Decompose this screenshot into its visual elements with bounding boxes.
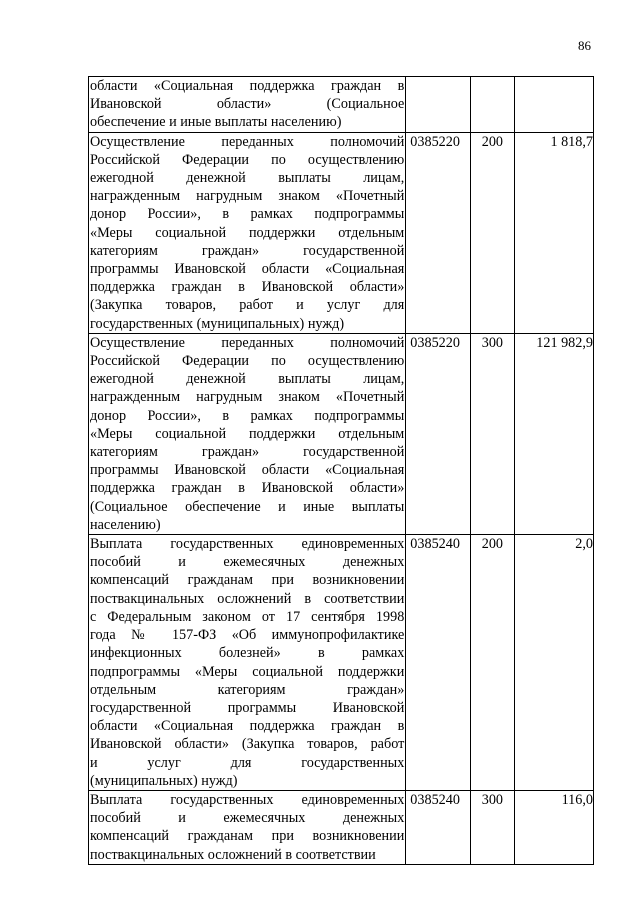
expense-type-code: 200 — [470, 535, 515, 791]
page-number: 86 — [578, 38, 591, 53]
row-description — [89, 790, 406, 864]
description-line: подпрограммы «Меры социальной поддержки — [90, 663, 405, 680]
description-line: компенсаций гражданам при возникновении — [90, 572, 405, 589]
target-article-code: 0385220 — [406, 333, 470, 534]
description-line: (Закупка товаров, работ и услуг для — [90, 297, 405, 314]
description-line: поддержка граждан в Ивановской области» — [90, 279, 405, 296]
description-line: донор России», в рамках подпрограммы — [90, 206, 405, 223]
description-line: Ивановской области» (Закупка товаров, работ — [90, 736, 405, 753]
description-line: пособий и ежемесячных денежных — [90, 810, 405, 827]
description-line: категориям граждан» государственной — [90, 242, 405, 259]
description-line: награжденным нагрудным знаком «Почетный — [90, 188, 405, 205]
expense-type-code: 300 — [470, 333, 515, 534]
description-line: государственной программы Ивановской — [90, 699, 405, 716]
description-line: поствакцинальных осложнений в соответствии — [90, 590, 405, 607]
description-line: года № 157-ФЗ «Об иммунопрофилактике — [90, 627, 405, 644]
description-line: поддержка граждан в Ивановской области» — [90, 480, 405, 497]
table-body — [89, 77, 594, 865]
description-line: ежегодной денежной выплаты лицам, — [90, 371, 405, 388]
row-description — [89, 77, 406, 133]
description-line: обеспечение и иные выплаты населению) — [90, 114, 342, 131]
description-line: Российской Федерации по осуществлению — [90, 151, 405, 168]
description-line: с Федеральным законом от 17 сентября 1998 — [90, 608, 405, 625]
description-line: отдельным категориям граждан» — [90, 681, 405, 698]
description-line: «Меры социальной поддержки отдельным — [90, 224, 405, 241]
description-line: Российской Федерации по осуществлению — [90, 353, 405, 370]
target-article-code — [406, 77, 470, 133]
description-line: (муниципальных) нужд) — [90, 772, 238, 789]
row-description — [89, 132, 406, 333]
description-line: категориям граждан» государственной — [90, 444, 405, 461]
description-line: поствакцинальных осложнений в соответствии — [90, 846, 376, 863]
description-line: донор России», в рамках подпрограммы — [90, 407, 405, 424]
description-line: области «Социальная поддержка граждан в — [90, 78, 405, 94]
row-description — [89, 535, 406, 791]
table-row — [89, 77, 594, 133]
expense-type-code — [470, 77, 515, 133]
description-line: «Меры социальной поддержки отдельным — [90, 425, 405, 442]
amount-cell: 121 982,9 — [515, 333, 594, 534]
row-description — [89, 333, 406, 534]
target-article-code: 0385240 — [406, 535, 470, 791]
table-row — [89, 333, 594, 534]
amount-cell: 2,0 — [515, 535, 594, 791]
expense-type-code: 200 — [470, 132, 515, 333]
table-row — [89, 790, 594, 864]
amount-cell: 1 818,7 — [515, 132, 594, 333]
description-line: области «Социальная поддержка граждан в — [90, 718, 405, 735]
description-line: и услуг для государственных — [90, 754, 405, 771]
target-article-code: 0385220 — [406, 132, 470, 333]
description-line: Выплата государственных единовременных — [90, 791, 405, 808]
table-row — [89, 132, 594, 333]
expense-type-code: 300 — [470, 790, 515, 864]
description-line: пособий и ежемесячных денежных — [90, 554, 405, 571]
description-line: инфекционных болезней» в рамках — [90, 645, 405, 662]
description-line: государственных (муниципальных) нужд) — [90, 315, 345, 332]
description-line: Ивановской области» (Социальное — [90, 96, 405, 113]
budget-table — [88, 76, 594, 865]
amount-cell: 116,0 — [515, 790, 594, 864]
description-line: (Социальное обеспечение и иные выплаты — [90, 498, 405, 515]
description-line: Осуществление переданных полномочий — [90, 133, 405, 150]
description-line: программы Ивановской области «Социальная — [90, 462, 405, 479]
description-line: компенсаций гражданам при возникновении — [90, 828, 405, 845]
description-line: Выплата государственных единовременных — [90, 536, 405, 553]
description-line: ежегодной денежной выплаты лицам, — [90, 170, 405, 187]
description-line: населению) — [90, 516, 161, 533]
target-article-code: 0385240 — [406, 790, 470, 864]
amount-cell — [515, 77, 594, 133]
description-line: награжденным нагрудным знаком «Почетный — [90, 389, 405, 406]
description-line: Осуществление переданных полномочий — [90, 334, 405, 351]
table-row — [89, 535, 594, 791]
description-line: программы Ивановской области «Социальная — [90, 261, 405, 278]
